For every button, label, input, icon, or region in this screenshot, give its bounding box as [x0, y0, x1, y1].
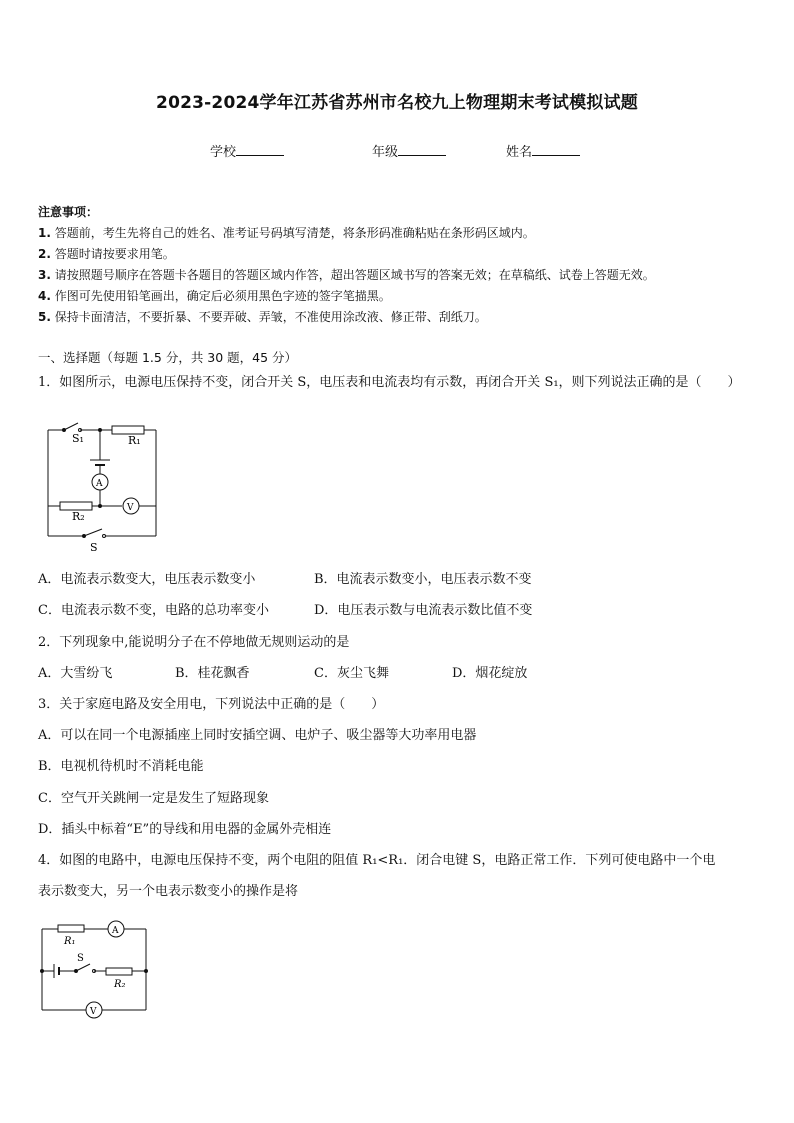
voltmeter-label: V — [127, 503, 134, 513]
q3-option-d[interactable]: D．插头中标着“E”的导线和用电器的金属外壳相连 — [38, 822, 332, 837]
note-item: 5. 保持卡面清洁，不要折暴、不要弄破、弄皱，不准使用涂改液、修正带、刮纸刀。 — [38, 310, 487, 324]
name-blank[interactable] — [532, 143, 580, 156]
q1-circuit-diagram — [44, 418, 164, 553]
q4-stem-line1: 4．如图的电路中，电源电压保持不变，两个电阻的阻值 R₁<R₁．闭合电键 S，电路正常工作．下列可使电路中一个电 — [38, 853, 716, 868]
q4-r2-label: R₂ — [114, 979, 126, 990]
q3-stem: 3．关于家庭电路及安全用电，下列说法中正确的是（ ） — [38, 697, 385, 712]
q4-ammeter-label: A — [112, 926, 119, 936]
note-item: 4. 作图可先使用铅笔画出，确定后必须用黑色字迹的签字笔描黑。 — [38, 289, 391, 303]
q4-s-label: S — [77, 953, 84, 964]
q1-option-c[interactable]: C．电流表示数不变，电路的总功率变小 — [38, 603, 269, 618]
section-heading: 一、选择题（每题 1.5 分，共 30 题，45 分） — [38, 350, 298, 365]
q3-option-c[interactable]: C．空气开关跳闸一定是发生了短路现象 — [38, 791, 269, 806]
q1-option-d[interactable]: D．电压表示数与电流表示数比值不变 — [314, 603, 533, 618]
ammeter-label: A — [96, 479, 103, 489]
page-title: 2023-2024学年江苏省苏州市名校九上物理期末考试模拟试题 — [156, 93, 638, 113]
q2-option-b[interactable]: B．桂花飘香 — [175, 666, 250, 681]
q2-option-d[interactable]: D．烟花绽放 — [452, 666, 528, 681]
q2-stem: 2．下列现象中,能说明分子在不停地做无规则运动的是 — [38, 635, 350, 650]
school-field[interactable] — [210, 141, 284, 160]
r1-label: R₁ — [128, 434, 141, 447]
school-label: 学校 — [210, 145, 237, 160]
grade-blank[interactable] — [398, 143, 446, 156]
q2-option-a[interactable]: A．大雪纷飞 — [38, 666, 113, 681]
note-item: 3. 请按照题号顺序在答题卡各题目的答题区域内作答，超出答题区域书写的答案无效；在草稿纸、试卷上答题无效。 — [38, 268, 655, 282]
q1-stem: 1．如图所示，电源电压保持不变，闭合开关 S，电压表和电流表均有示数，再闭合开关 S₁，则下列说法正确的是（ ） — [38, 375, 741, 390]
school-blank[interactable] — [236, 143, 284, 156]
q3-option-a[interactable]: A．可以在同一个电源插座上同时安插空调、电炉子、吸尘器等大功率用电器 — [38, 728, 477, 743]
grade-field[interactable] — [372, 141, 446, 160]
q4-voltmeter-label: V — [90, 1007, 97, 1017]
name-label: 姓名 — [506, 145, 533, 160]
grade-label: 年级 — [372, 145, 399, 160]
notes-heading: 注意事项： — [38, 205, 99, 219]
q1-option-a[interactable]: A．电流表示数变大，电压表示数变小 — [38, 572, 256, 587]
notes-block — [38, 202, 655, 328]
s1-label: S₁ — [72, 432, 84, 445]
r2-label: R₂ — [72, 510, 85, 523]
name-field[interactable] — [506, 141, 580, 160]
s-label: S — [90, 541, 98, 553]
q4-r1-label: R₁ — [64, 936, 76, 947]
q2-option-c[interactable]: C．灰尘飞舞 — [314, 666, 389, 681]
q4-circuit-diagram — [36, 918, 156, 1024]
note-item: 2. 答题时请按要求用笔。 — [38, 247, 175, 261]
note-item: 1. 答题前，考生先将自己的姓名、准考证号码填写清楚，将条形码准确粘贴在条形码区域内。 — [38, 226, 535, 240]
q1-option-b[interactable]: B．电流表示数变小，电压表示数不变 — [314, 572, 532, 587]
q3-option-b[interactable]: B．电视机待机时不消耗电能 — [38, 759, 204, 774]
q4-stem-line2: 表示数变大，另一个电表示数变小的操作是将 — [38, 884, 299, 899]
